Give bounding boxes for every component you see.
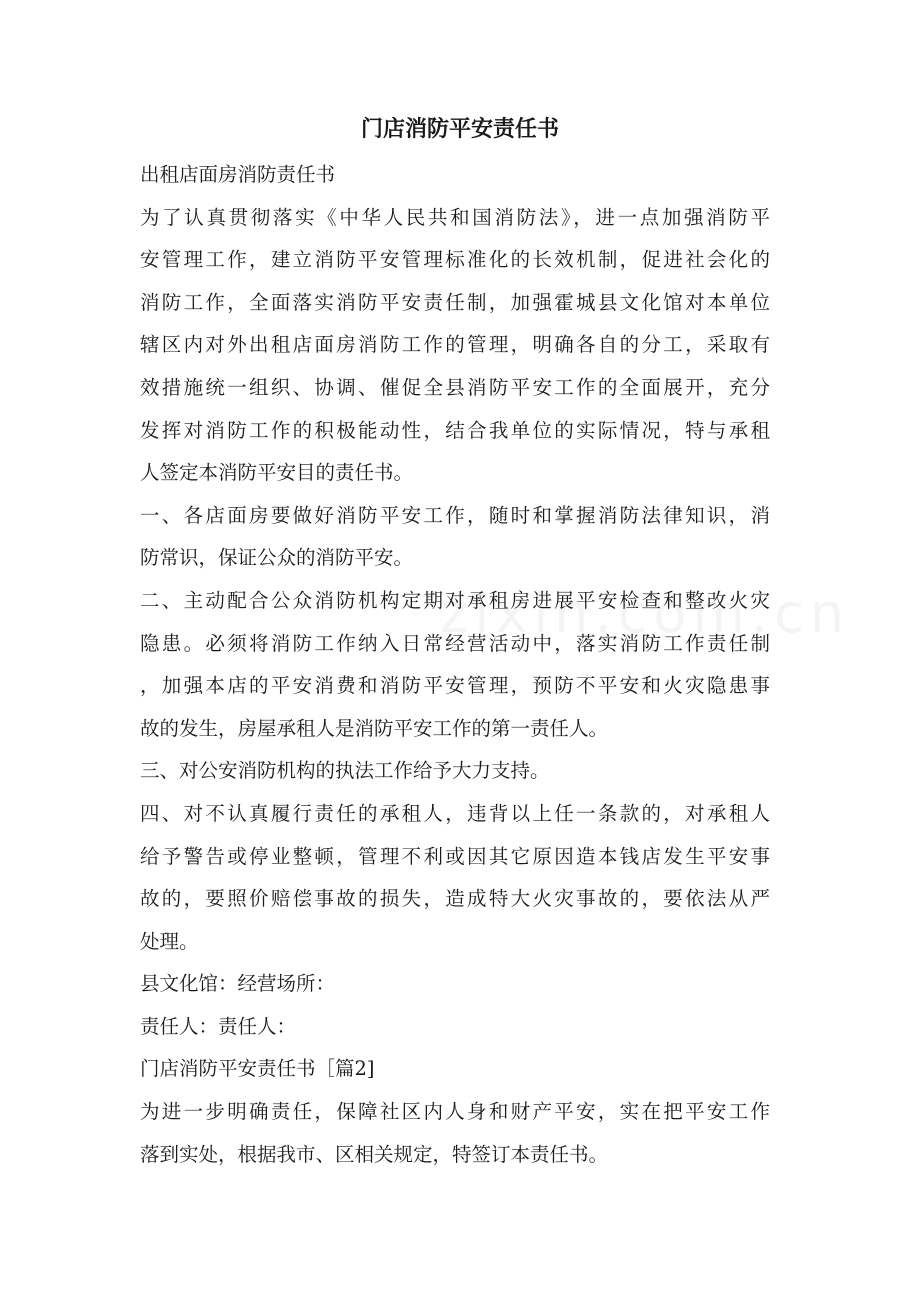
- signature-line: 县文化馆：经营场所：: [140, 972, 336, 996]
- paragraph-line: 二、主动配合公众消防机构定期对承租房进展平安检查和整改火灾: [140, 588, 770, 612]
- paragraph-line: 三、对公安消防机构的执法工作给予大力支持。: [140, 759, 550, 783]
- paragraph-line: 处理。: [140, 929, 199, 953]
- section-heading: 门店消防平安责任书［篇2]: [140, 1057, 375, 1081]
- paragraph-line: 安管理工作，建立消防平安管理标准化的长效机制，促进社会化的: [140, 248, 770, 272]
- paragraph-line: 为了认真贯彻落实《中华人民共和国消防法》，进一点加强消防平: [140, 205, 770, 229]
- section-heading: 出租店面房消防责任书: [140, 163, 336, 186]
- paragraph-line: 四、对不认真履行责任的承租人，违背以上任一条款的，对承租人: [140, 801, 770, 825]
- paragraph-line: 一、各店面房要做好消防平安工作，随时和掌握消防法律知识，消: [140, 503, 770, 527]
- paragraph-line: 故的，要照价赔偿事故的损失，造成特大火灾事故的，要依法从严: [140, 887, 770, 911]
- document-title: 门店消防平安责任书: [360, 116, 559, 142]
- signature-line: 责任人：责任人：: [140, 1014, 297, 1038]
- paragraph-line: 故的发生，房屋承租人是消防平安工作的第一责任人。: [140, 716, 609, 740]
- paragraph-line: 落到实处，根据我市、区相关规定，特签订本责任书。: [140, 1142, 609, 1166]
- paragraph-line: 效措施统一组织、协调、催促全县消防平安工作的全面展开，充分: [140, 375, 770, 399]
- document-body: [140, 154, 770, 1176]
- paragraph-line: 消防工作，全面落实消防平安责任制，加强霍城县文化馆对本单位: [140, 290, 770, 314]
- paragraph-line: 隐患。必须将消防工作纳入日常经营活动中，落实消防工作责任制: [140, 631, 770, 655]
- paragraph-line: 给予警告或停业整顿，管理不利或因其它原因造本钱店发生平安事: [140, 844, 770, 868]
- paragraph-line: 辖区内对外出租店面房消防工作的管理，明确各自的分工，采取有: [140, 333, 770, 357]
- paragraph-line: ，加强本店的平安消费和消防平安管理，预防不平安和火灾隐患事: [140, 674, 770, 698]
- paragraph-line: 发挥对消防工作的积极能动性，结合我单位的实际情况，特与承租: [140, 418, 770, 442]
- paragraph-line: 防常识，保证公众的消防平安。: [140, 546, 414, 570]
- paragraph-line: 人签定本消防平安目的责任书。: [140, 461, 414, 485]
- paragraph-line: 为进一步明确责任，保障社区内人身和财产平安，实在把平安工作: [140, 1100, 770, 1124]
